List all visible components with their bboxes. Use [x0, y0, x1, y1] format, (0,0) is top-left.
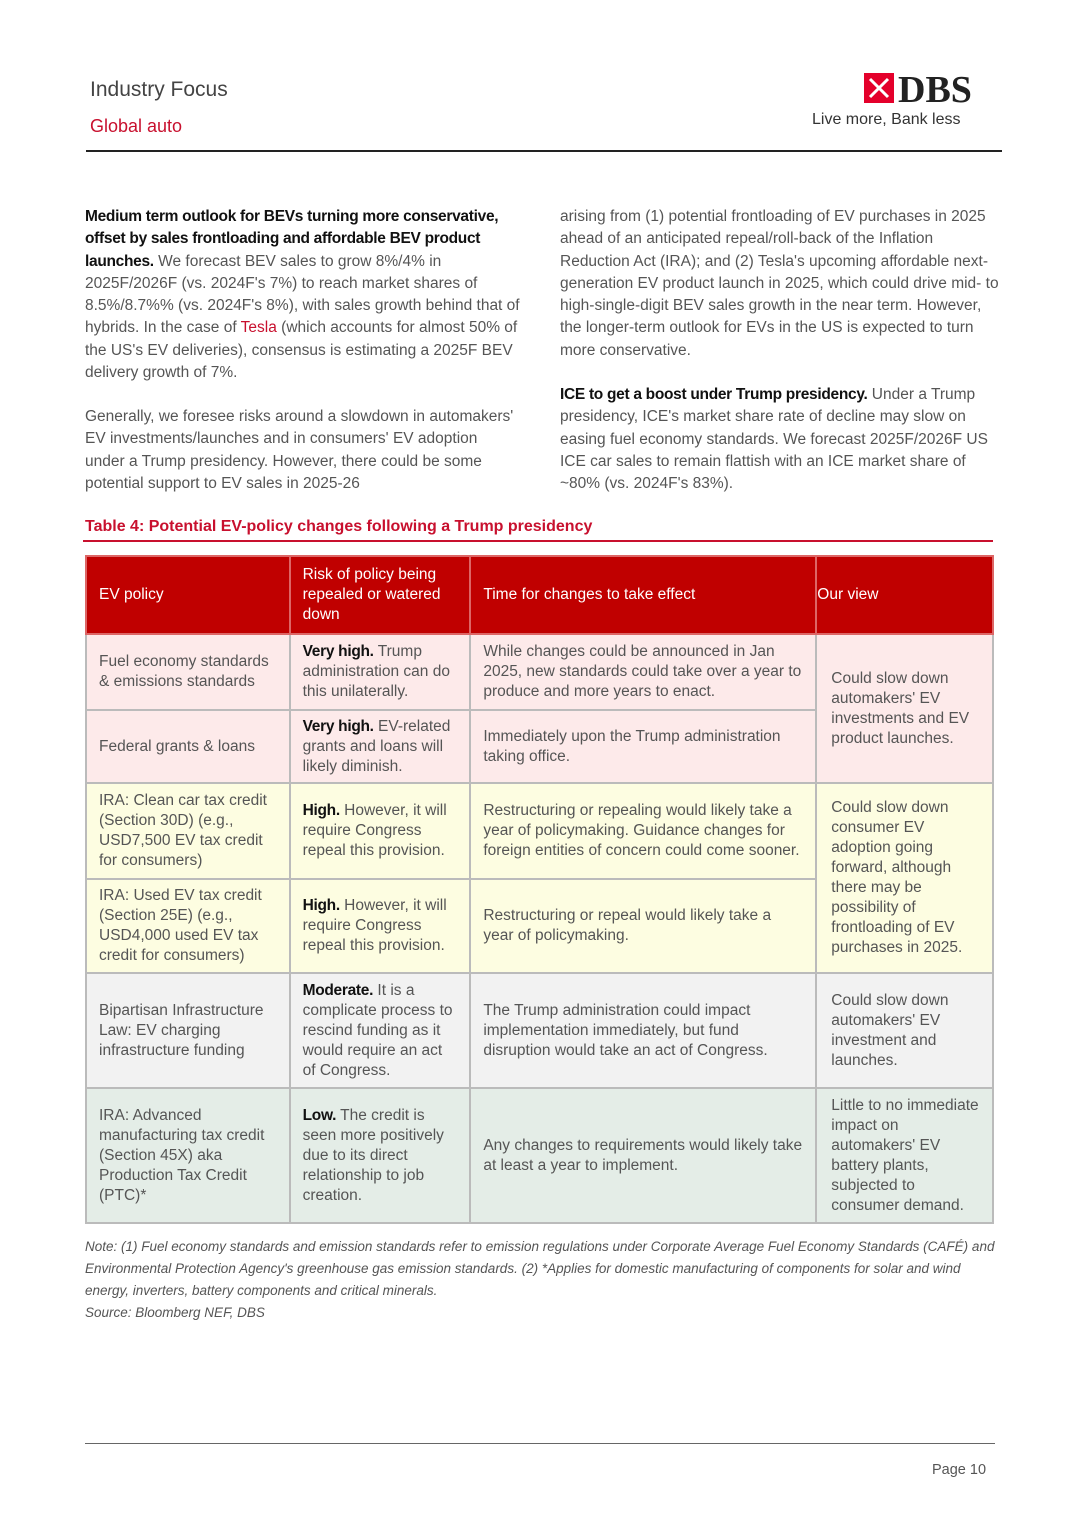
time-cell: Immediately upon the Trump administration taking office. [470, 710, 816, 783]
time-cell: Restructuring or repealing would likely take a year of policymaking. Guidance changes for foreign entities of concern could come sooner. [470, 783, 816, 879]
dbs-logo [862, 70, 984, 106]
footer-divider [85, 1443, 995, 1444]
report-type: Industry Focus [90, 78, 228, 101]
column-header: Our view [816, 556, 993, 634]
policy-cell: IRA: Clean car tax credit (Section 30D) (e.g., USD7,500 EV tax credit for consumers) [86, 783, 290, 879]
left-paragraph-1: Medium term outlook for BEVs turning more conservative, offset by sales frontloading and affordable BEV product launches. We forecast BEV sales to grow 8%/4% in 2025F/2026F (vs. 2024F's 7%) to reach market shares of 8.5%/8.7%% (vs. 2024F's 8%), with sales growth behind that of hybrids. In the case of Tesla (which accounts for almost 50% of the US's EV deliveries), consensus is estimating a 2025F BEV delivery growth of 7%. [85, 208, 520, 382]
table-row [86, 634, 993, 710]
report-sector: Global auto [90, 116, 183, 136]
policy-cell: Federal grants & loans [86, 710, 290, 783]
policy-cell: Fuel economy standards & emissions standards [86, 634, 290, 710]
time-cell: The Trump administration could impact implementation immediately, but fund disruption would take an act of Congress. [470, 973, 816, 1088]
ev-policy-table [85, 555, 994, 1224]
risk-cell: Very high. Trump administration can do this unilaterally. [290, 634, 471, 710]
page-number: Page 10 [932, 1462, 987, 1478]
table-row [86, 1088, 993, 1223]
brand-tagline: Live more, Bank less [812, 111, 961, 128]
risk-cell: High. However, it will require Congress repeal this provision. [290, 783, 471, 879]
table-row [86, 973, 993, 1088]
right-paragraph-1: arising from (1) potential frontloading of EV purchases in 2025 ahead of an anticipated repeal/roll-back of the Inflation Reduction Act (IRA); and (2) Tesla's upcoming affordable next-generation EV product launch in 2025, which could drive mid- to high-single-digit BEV sales growth in the near term. However, the longer-term outlook for EVs in the US is expected to turn more conservative. [560, 208, 999, 359]
table-header-row [86, 556, 993, 634]
risk-cell: Very high. EV-related grants and loans will likely diminish. [290, 710, 471, 783]
view-cell: Could slow down automakers' EV investment and launches. [816, 973, 993, 1088]
right-paragraph-2: ICE to get a boost under Trump presidency. Under a Trump presidency, ICE's market share rate of decline may slow on easing fuel economy standards. We forecast 2025F/2026F US ICE car sales to remain flattish with an ICE market share of ~80% (vs. 2024F's 83%). [560, 386, 988, 493]
policy-cell: Bipartisan Infrastructure Law: EV charging infrastructure funding [86, 973, 290, 1088]
risk-cell: Moderate. It is a complicate process to rescind funding as it would require an act of Congress. [290, 973, 471, 1088]
time-cell: While changes could be announced in Jan 2025, new standards could take over a year to produce and more years to enact. [470, 634, 816, 710]
table-title: Table 4: Potential EV-policy changes following a Trump presidency [85, 518, 593, 535]
policy-cell: IRA: Advanced manufacturing tax credit (Section 45X) aka Production Tax Credit (PTC)* [86, 1088, 290, 1223]
risk-cell: Low. The credit is seen more positively due to its direct relationship to job creation. [290, 1088, 471, 1223]
svg-text:DBS: DBS [898, 70, 972, 106]
column-header: EV policy [86, 556, 290, 634]
risk-cell: High. However, it will require Congress repeal this provision. [290, 879, 471, 973]
table-note: Note: (1) Fuel economy standards and emission standards refer to emission regulations under Corporate Average Fuel Economy Standards (CAFÉ) and Environmental Protection Agency's greenhouse gas emission standards. (2) *Applies for domestic manufacturing of components for solar and wind energy, inverters, battery components and critical minerals. Source: Bloomberg NEF, DBS [85, 1236, 995, 1324]
time-cell: Restructuring or repeal would likely take a year of policymaking. [470, 879, 816, 973]
view-cell: Could slow down consumer EV adoption going forward, although there may be possibility of frontloading of EV purchases in 2025. [816, 783, 993, 973]
table-title-rule [83, 540, 993, 542]
view-cell: Could slow down automakers' EV investments and EV product launches. [816, 634, 993, 783]
time-cell: Any changes to requirements would likely take at least a year to implement. [470, 1088, 816, 1223]
table-source: Source: Bloomberg NEF, DBS [85, 1305, 265, 1320]
column-header: Risk of policy being repealed or watered down [290, 556, 471, 634]
left-paragraph-2: Generally, we foresee risks around a slowdown in automakers' EV investments/launches and in consumers' EV adoption under a Trump presidency. However, there could be some potential support to EV sales in 2025-26 [85, 408, 514, 492]
header-divider [86, 150, 1002, 152]
policy-cell: IRA: Used EV tax credit (Section 25E) (e.g., USD4,000 used EV tax credit for consumers) [86, 879, 290, 973]
table-row [86, 783, 993, 879]
view-cell: Little to no immediate impact on automakers' EV battery plants, subjected to consumer demand. [816, 1088, 993, 1223]
column-header: Time for changes to take effect [470, 556, 816, 634]
